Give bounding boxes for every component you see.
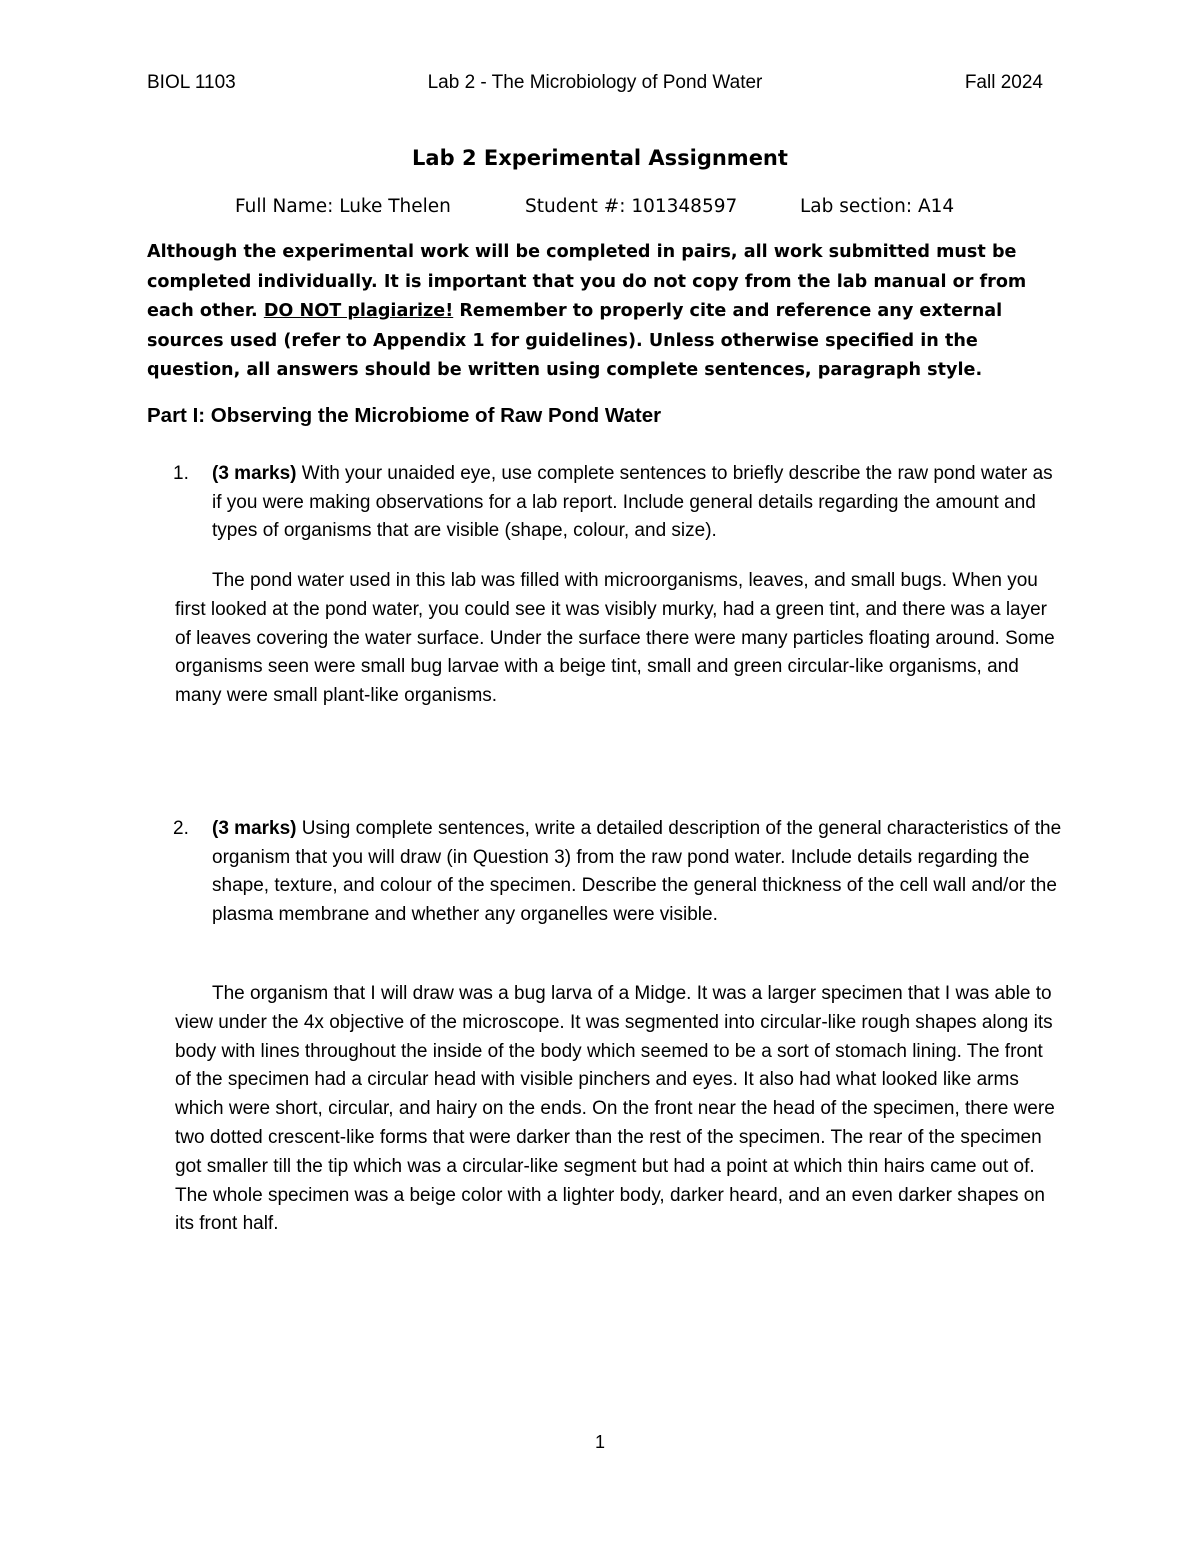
question-number: 1. [173, 463, 189, 484]
answer-1: The pond water used in this lab was filled with microorganisms, leaves, and small bugs. When you first looked at the pond water, you could see it was visibly murky, had a green tint, and there was a layer of leaves covering the water surface. Under the surface there were many particles floating around. Some organisms seen were small bug larvae with a beige tint, small and green circular-like organisms, and many were small plant-like organisms. [175, 570, 1055, 707]
part-heading: Part I: Observing the Microbiome of Raw Pond Water [147, 404, 662, 427]
question-number: 2. [173, 818, 189, 839]
page-header [147, 72, 1043, 98]
page-number: 1 [594, 1432, 605, 1452]
lab-section: Lab section: A14 [800, 196, 955, 217]
question-text [212, 815, 1067, 929]
question-2 [147, 815, 1067, 929]
question-marks: (3 marks) [212, 463, 297, 484]
full-name: Full Name: Luke Thelen [235, 196, 451, 217]
question-prompt: With your unaided eye, use complete sentences to briefly describe the raw pond water as if you were making observations for a lab report. Include general details regarding the amount and types of organisms that are visible (shape, colour, and size). [212, 463, 1053, 541]
instructions-paragraph [147, 238, 1059, 386]
instructions-part2: Remember to properly cite and reference any external sources used (refer to Appendix 1 for guidelines). Unless otherwise specified in the question, all answers should be written using complete sentences, paragraph style. [147, 301, 1003, 380]
header-lab-title: Lab 2 - The Microbiology of Pond Water [427, 72, 763, 93]
student-number: Student #: 101348597 [525, 196, 738, 217]
question-1 [147, 460, 1067, 546]
student-info [235, 196, 954, 217]
answer-2: The organism that I will draw was a bug larva of a Midge. It was a larger specimen that I was able to view under the 4x objective of the microscope. It was segmented into circular-like rough shapes along its body with lines throughout the inside of the body which seemed to be a sort of stomach lining. The front of the specimen had a circular head with visible pinchers and eyes. It also had what looked like arms which were short, circular, and hairy on the ends. On the front near the head of the specimen, there were two dotted crescent-like forms that were darker than the rest of the specimen. The rear of the specimen got smaller till the tip which was a circular-like segment but had a point at which thin hairs came out of. The whole specimen was a beige color with a lighter body, darker heard, and an even darker shapes on its front half. [175, 983, 1055, 1235]
plagiarism-warning: DO NOT plagiarize! [263, 301, 454, 321]
header-course: BIOL 1103 [147, 72, 236, 93]
document-title: Lab 2 Experimental Assignment [412, 146, 788, 170]
question-text [212, 460, 1067, 546]
header-term: Fall 2024 [964, 72, 1043, 93]
question-prompt: Using complete sentences, write a detailed description of the general characteristics of the organism that you will draw (in Question 3) from the raw pond water. Include details regarding the shape, texture, and colour of the specimen. Describe the general thickness of the cell wall and/or the plasma membrane and whether any organelles were visible. [212, 818, 1062, 925]
question-marks: (3 marks) [212, 818, 297, 839]
instructions-part1: Although the experimental work will be completed in pairs, all work submitted must be completed individually. It is important that you do not copy from the lab manual or from each other. [147, 242, 1027, 321]
